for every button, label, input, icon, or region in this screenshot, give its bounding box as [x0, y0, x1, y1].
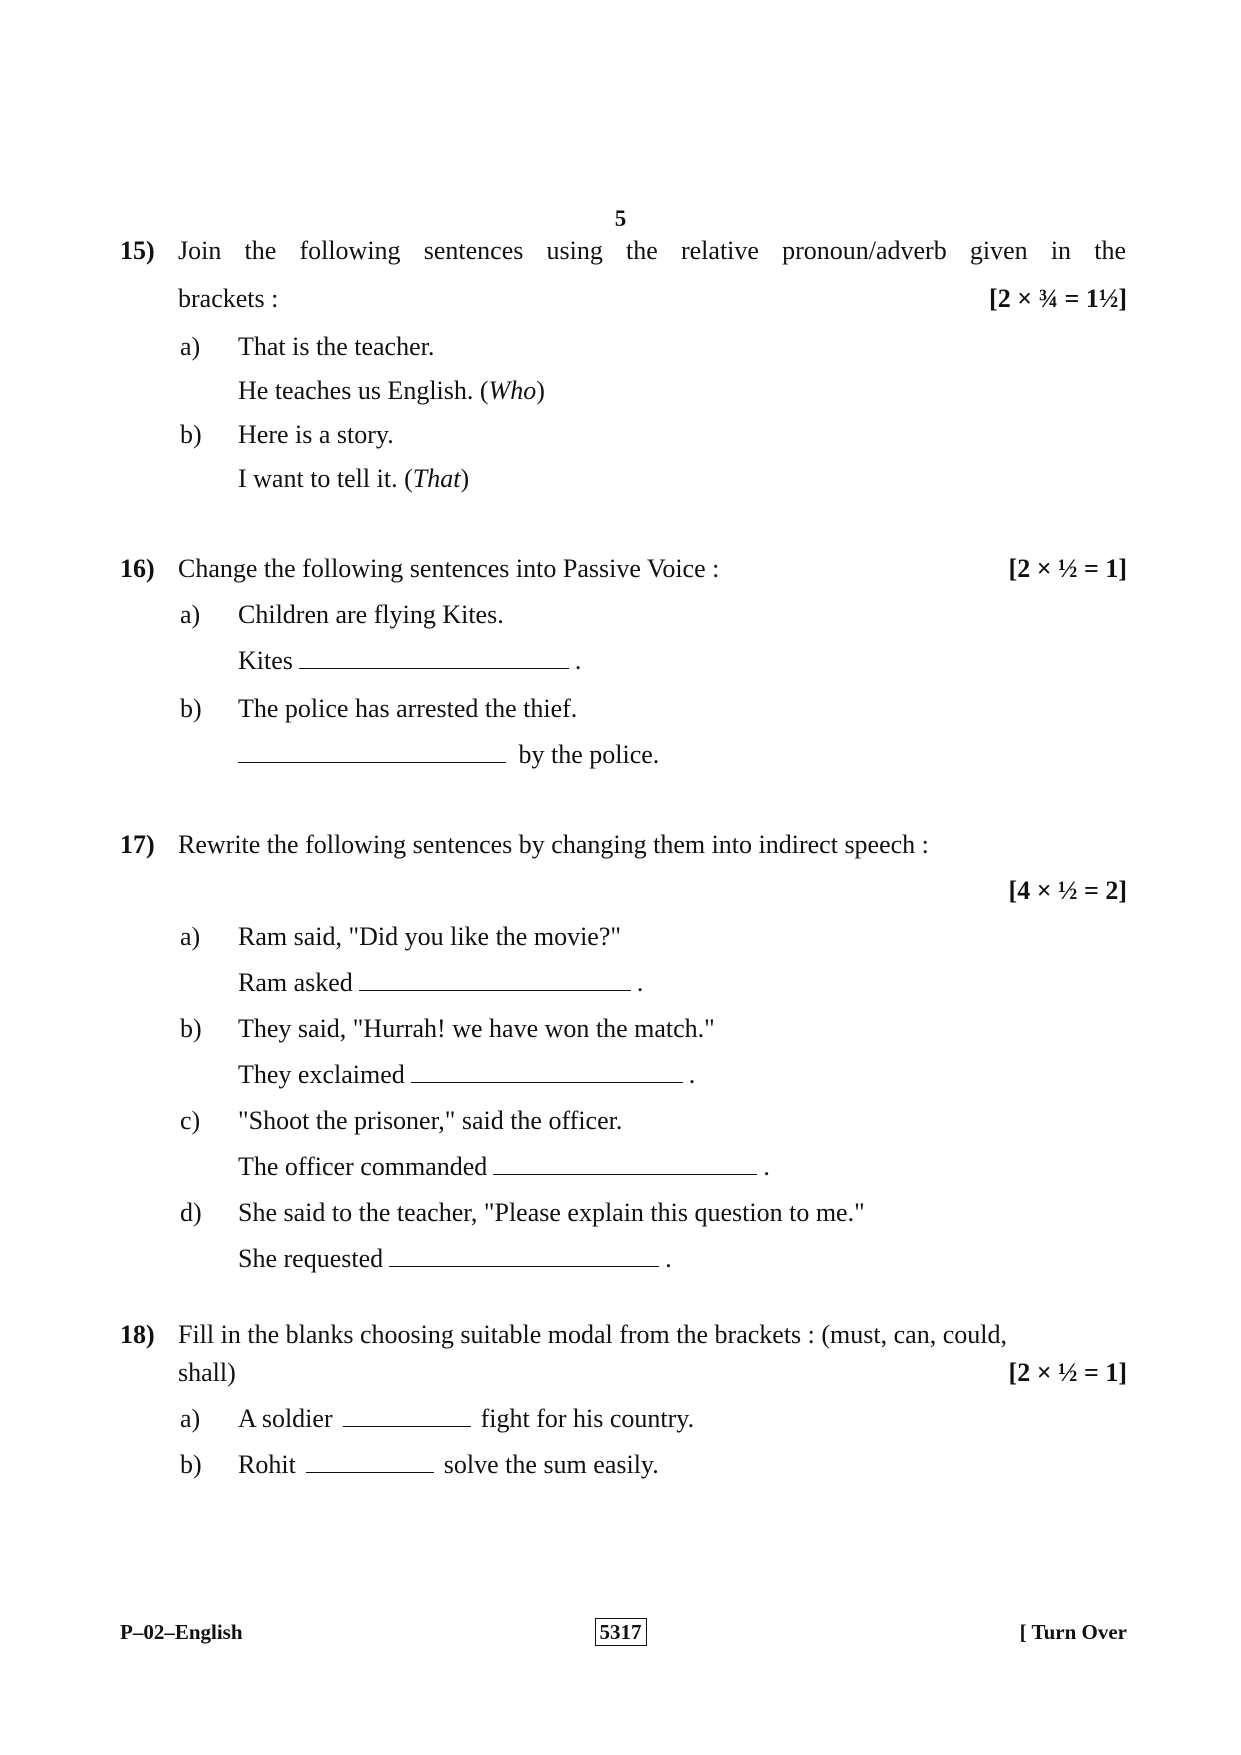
item-sentence: "Shoot the prisoner," said the officer. [238, 1106, 623, 1135]
answer-blank[interactable] [306, 1471, 434, 1473]
footer-paper-code: P–02–English [120, 1620, 243, 1644]
item-sentence [238, 376, 545, 406]
footer-turn-over: [ Turn Over [1019, 1620, 1127, 1644]
item-sentence [238, 464, 469, 494]
sentence-text: solve the sum easily. [443, 1450, 659, 1479]
question-number: 18) [120, 1320, 155, 1349]
answer-prefix: They exclaimed [238, 1060, 405, 1089]
answer-line [238, 968, 643, 998]
item-sentence: Here is a story. [238, 420, 394, 449]
answer-suffix: . [688, 1060, 696, 1089]
answer-blank[interactable] [389, 1265, 659, 1267]
item-sentence: The police has arrested the thief. [238, 694, 578, 723]
answer-blank[interactable] [411, 1081, 683, 1083]
footer-booklet-code: 5317 [595, 1618, 647, 1646]
answer-prefix: The officer commanded [238, 1152, 488, 1181]
question-number: 16) [120, 554, 155, 583]
item-letter: b) [180, 694, 202, 723]
answer-suffix: . [763, 1152, 770, 1181]
item-letter: b) [180, 420, 202, 449]
bracket-word: That [412, 464, 461, 493]
item-sentence: That is the teacher. [238, 332, 435, 361]
sentence-text: Rohit [238, 1450, 296, 1479]
marks-label: [2 × ¾ = 1½] [989, 284, 1127, 313]
question-text-cont: brackets : [178, 284, 279, 313]
answer-prefix: Kites [238, 646, 293, 675]
question-text: Join the following sentences using the relative pronoun/adverb given in the [178, 236, 1126, 265]
answer-prefix: She requested [238, 1244, 384, 1273]
item-letter: c) [180, 1106, 201, 1135]
answer-suffix: . [665, 1244, 672, 1273]
marks-label: [2 × ½ = 1] [1008, 1358, 1127, 1387]
answer-line [238, 1244, 672, 1274]
question-number: 17) [120, 830, 155, 859]
item-letter: a) [180, 922, 201, 951]
answer-blank[interactable] [343, 1425, 471, 1427]
item-letter: d) [180, 1198, 202, 1227]
answer-suffix: . [574, 646, 582, 675]
question-text: Change the following sentences into Passive Voice : [178, 554, 720, 583]
page-number: 5 [614, 206, 627, 231]
question-text-cont: shall) [178, 1358, 236, 1387]
question-text: Fill in the blanks choosing suitable modal from the brackets : (must, can, could, [178, 1320, 1007, 1349]
answer-line [238, 646, 581, 676]
marks-label: [2 × ½ = 1] [1008, 554, 1127, 583]
item-letter: b) [180, 1014, 202, 1043]
item-letter: a) [180, 1404, 201, 1433]
answer-line [238, 1152, 770, 1182]
fill-blank-sentence [238, 1450, 659, 1480]
answer-prefix: Ram asked [238, 968, 353, 997]
sentence-text: A soldier [238, 1404, 333, 1433]
item-letter: b) [180, 1450, 202, 1479]
sentence-text: He teaches us English. ( [238, 376, 489, 405]
answer-blank[interactable] [238, 761, 506, 763]
item-letter: a) [180, 332, 201, 361]
item-sentence: They said, "Hurrah! we have won the match." [238, 1014, 715, 1043]
fill-blank-sentence [238, 1404, 694, 1434]
sentence-text: ) [536, 376, 545, 405]
answer-blank[interactable] [493, 1173, 757, 1175]
answer-suffix: by the police. [518, 740, 660, 769]
item-sentence: She said to the teacher, "Please explain this question to me." [238, 1198, 865, 1227]
question-text: Rewrite the following sentences by changing them into indirect speech : [178, 830, 929, 859]
answer-blank[interactable] [299, 667, 569, 669]
item-sentence: Ram said, "Did you like the movie?" [238, 922, 621, 951]
sentence-text: I want to tell it. ( [238, 464, 413, 493]
marks-label: [4 × ½ = 2] [1008, 876, 1127, 905]
answer-line [238, 1060, 695, 1090]
question-number: 15) [120, 236, 155, 265]
sentence-text: ) [460, 464, 470, 493]
item-sentence: Children are flying Kites. [238, 600, 504, 629]
item-letter: a) [180, 600, 201, 629]
answer-line [232, 740, 659, 770]
sentence-text: fight for his country. [480, 1404, 695, 1433]
answer-suffix: . [636, 968, 644, 997]
bracket-word: Who [488, 376, 537, 405]
answer-blank[interactable] [359, 989, 631, 991]
